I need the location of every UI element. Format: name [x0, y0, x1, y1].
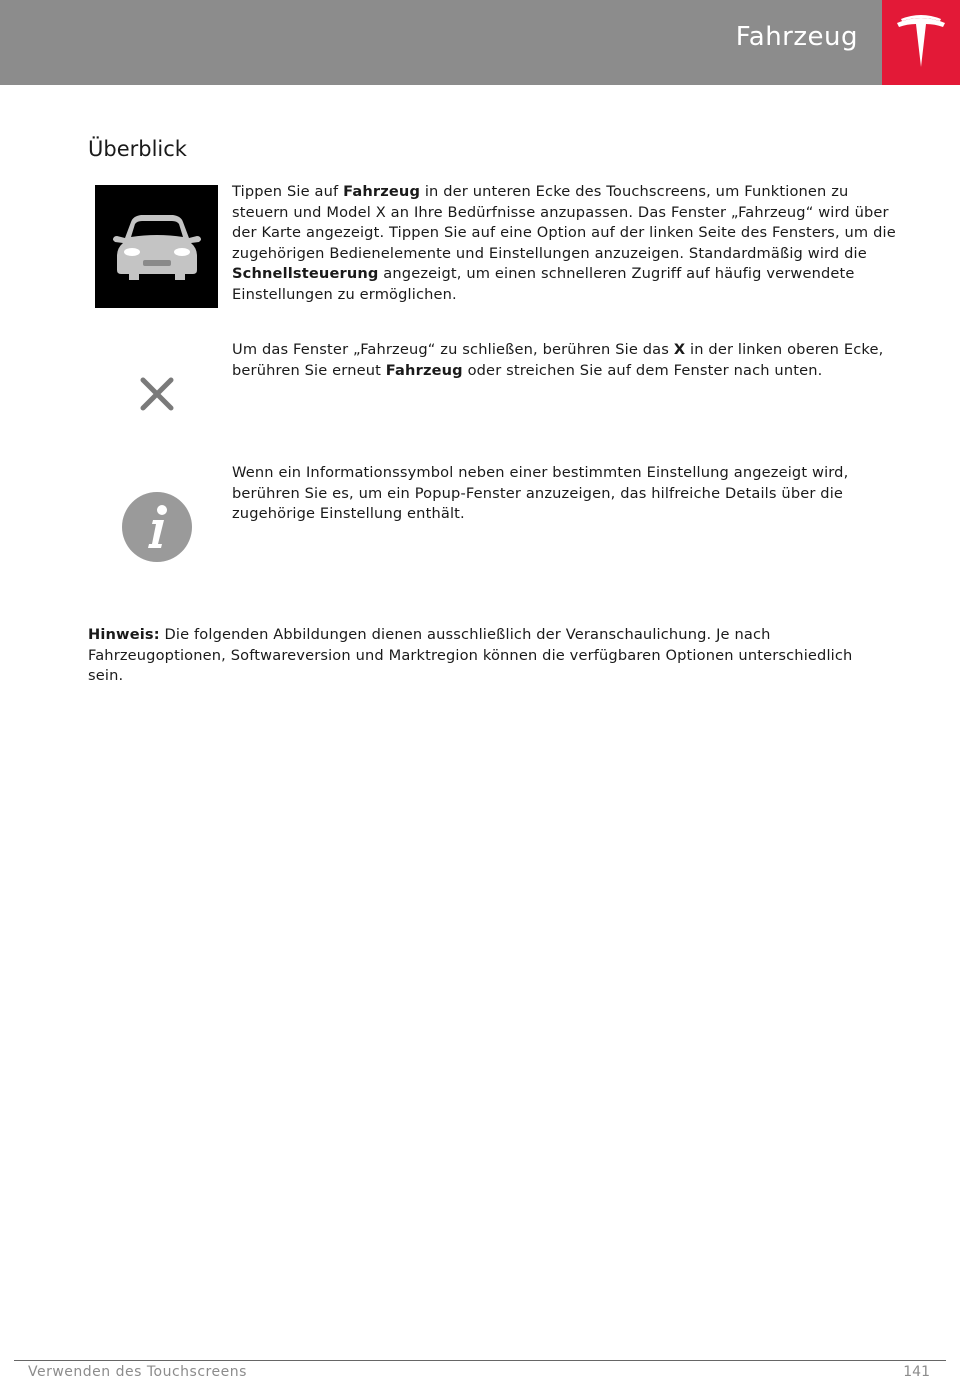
text-run: in der unteren Ecke des Touchscreens, um Funktionen zu steuern und Model X an Ihre Bedürfnisse anzupassen. Das Fenster „Fahrzeug“ wird über der Karte angezeigt. Tippen Sie auf eine Option auf der linken Seite des Fensters, um die zugehörigen Bedienelemente und Einstellungen anzuzeigen. Standardmäßig wird die [232, 183, 896, 262]
note-text: Die folgenden Abbildungen dienen ausschließlich der Veranschaulichung. Je nach Fahrzeugoptionen, Softwareversion und Marktregion können die verfügbaren Optionen unterschiedlich sein. [88, 626, 853, 684]
paragraph-close [232, 340, 904, 381]
text-run: in der linken oberen Ecke, berühren Sie erneut [232, 341, 884, 379]
paragraph-info [232, 463, 904, 525]
text-run: Um das Fenster „Fahrzeug“ zu schließen, berühren Sie das [232, 341, 674, 358]
car-front-icon [111, 212, 203, 282]
tesla-logo-icon [895, 15, 947, 71]
ui-term: Schnellsteuerung [232, 265, 379, 282]
text-run: angezeigt, um einen schnelleren Zugriff auf häufig verwendete Einstellungen zu ermöglichen. [232, 265, 855, 303]
text-run: oder streichen Sie auf dem Fenster nach unten. [462, 361, 823, 379]
ui-term: X [673, 341, 686, 358]
close-icon [139, 376, 175, 412]
info-icon-tile [95, 488, 218, 566]
vehicle-icon-tile [95, 185, 218, 308]
text-run: Tippen Sie auf [232, 183, 344, 200]
footer-section-title: Verwenden des Touchscreens [28, 1364, 247, 1380]
text-run: Wenn ein Informationssymbol neben einer bestimmten Einstellung angezeigt wird, berühren Sie es, um ein Popup-Fenster anzuzeigen, das hilfreiche Details über die zugehörige Einstellung enthält. [232, 464, 849, 522]
footer-divider [14, 1360, 946, 1361]
section-heading: Überblick [88, 137, 187, 161]
info-icon [120, 490, 194, 564]
ui-term: Fahrzeug [343, 183, 421, 200]
close-icon-tile [95, 362, 218, 426]
page-header-title: Fahrzeug [735, 22, 858, 52]
page-number: 141 [903, 1364, 930, 1380]
paragraph-overview [232, 182, 904, 305]
header-bar [0, 0, 882, 85]
ui-term: Fahrzeug [385, 361, 463, 379]
note-label: Hinweis: [88, 626, 160, 643]
brand-logo [882, 0, 960, 85]
note-paragraph [88, 625, 888, 687]
